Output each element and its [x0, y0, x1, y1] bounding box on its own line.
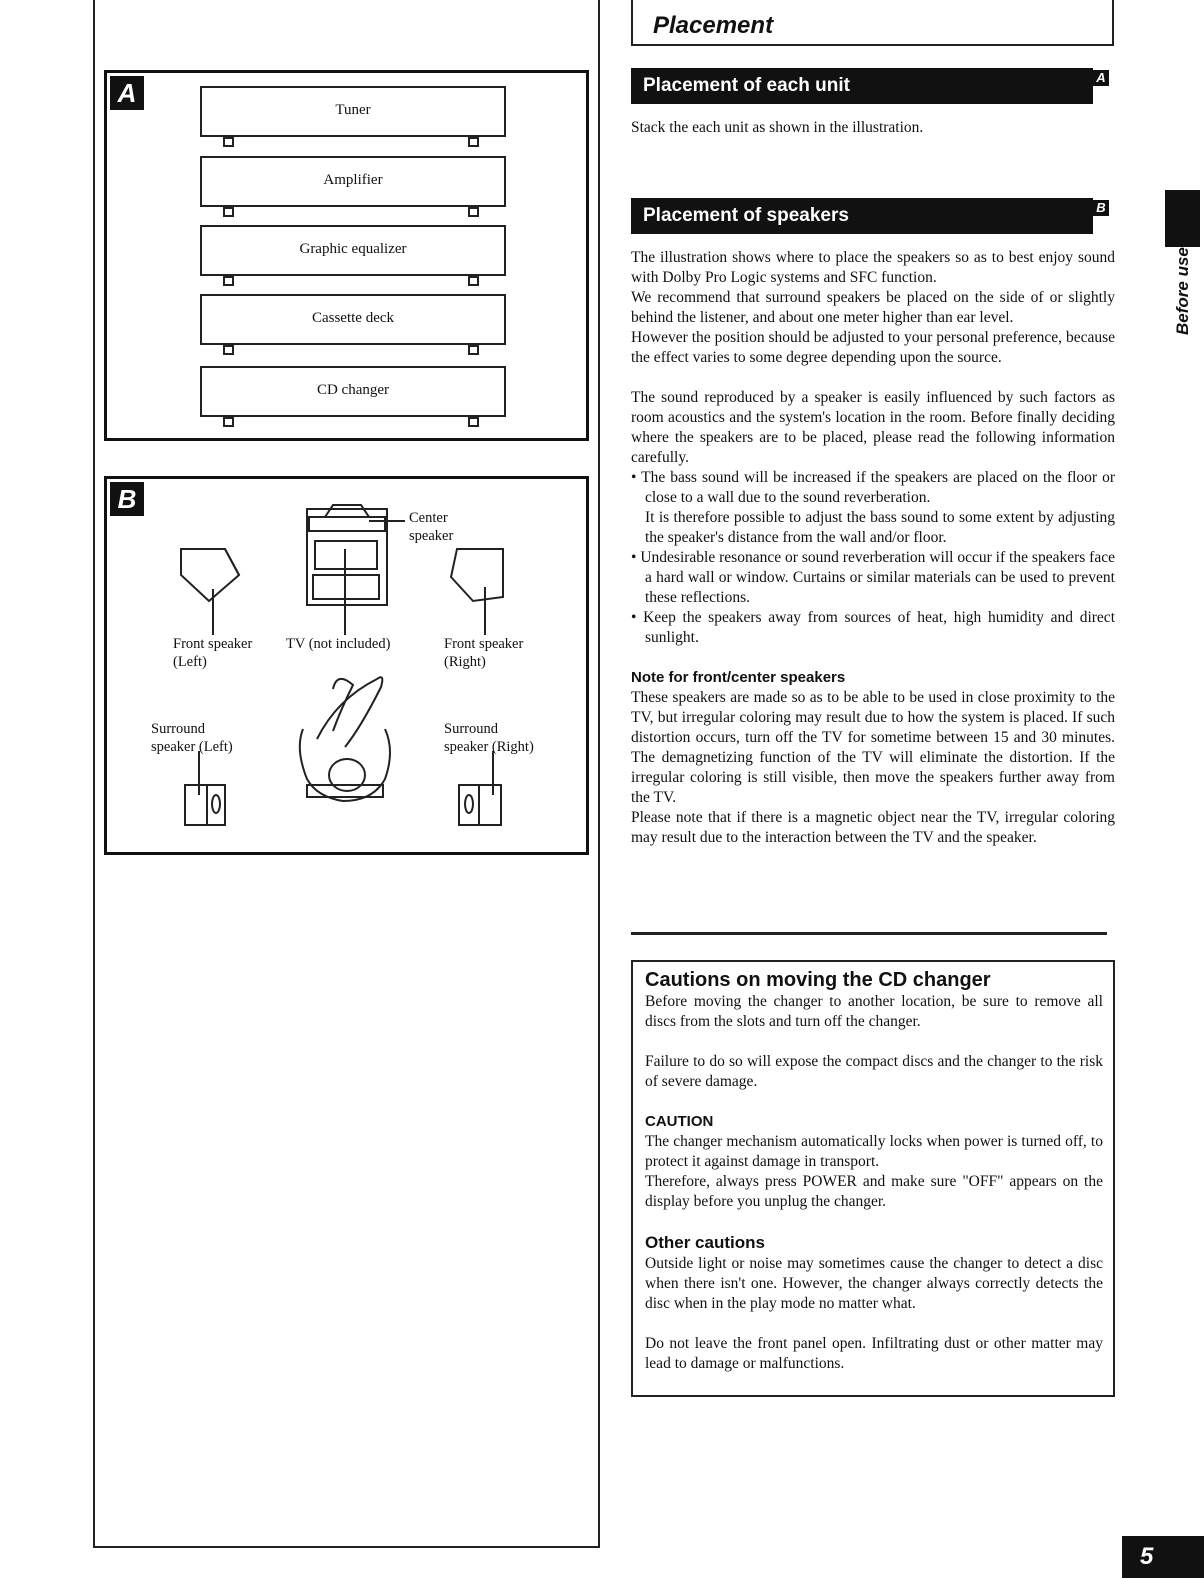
- label-line: (Left): [173, 654, 207, 670]
- paragraph: Therefore, always press POWER and make sure "OFF" appears on the display before you unplug the changer.: [645, 1173, 1103, 1210]
- cautions-title: Cautions on moving the CD changer: [645, 969, 991, 991]
- paragraph: We recommend that surround speakers be placed on the side of or slightly behind the listener, and about one meter higher than ear level.: [631, 289, 1115, 326]
- note-heading: Note for front/center speakers: [631, 669, 846, 686]
- page-title: Placement: [653, 12, 774, 39]
- label-line: TV (not included): [286, 636, 391, 652]
- tv-label: [286, 635, 390, 653]
- panel-a-tag: A: [110, 76, 144, 110]
- unit-foot: [223, 417, 234, 427]
- bullet-item: • Undesirable resonance or sound reverberation will occur if the speakers face a hard wall or window. Curtains or similar materials can be used to prevent these reflections.: [631, 549, 1115, 606]
- bullet-continuation: It is therefore possible to adjust the bass sound to some extent by adjusting the speaker's distance from the wall and/or floor.: [645, 509, 1115, 546]
- paragraph: The changer mechanism automatically locks when power is turned off, to protect it against damage in transport.: [645, 1133, 1103, 1170]
- front-left-label: [173, 635, 252, 671]
- label-line: Center: [409, 510, 448, 526]
- label-line: Front speaker: [173, 636, 253, 652]
- label-line: Surround: [444, 721, 498, 737]
- front-right-label: [444, 635, 523, 671]
- surround-right-speaker-icon: [459, 751, 501, 825]
- left-column-border-right: [598, 0, 600, 1548]
- section-heading-units: Placement of each unit: [631, 68, 1093, 104]
- paragraph: These speakers are made so as to be able to be used in close proximity to the TV, but irregular coloring may result due to how the system is placed. If such distortion occurs, turn off the TV for sometime between 15 and 30 minutes. The demagnetizing function of the TV will eliminate the distortion. If the irregular coloring is still visible, then move the speakers further away from the TV.: [631, 689, 1115, 806]
- label-line: (Right): [444, 654, 486, 670]
- section-units-tag: A: [1093, 70, 1109, 86]
- section-speakers-body: [631, 248, 1115, 848]
- label-line: speaker (Left): [151, 739, 233, 755]
- tv-icon: [307, 509, 405, 605]
- paragraph: The sound reproduced by a speaker is easily influenced by such factors as room acoustics and the system's location in the room. Before finally deciding where the speakers are to be placed, please read the following information carefully.: [631, 389, 1115, 466]
- unit-amplifier: [200, 156, 506, 207]
- paragraph: Please note that if there is a magnetic object near the TV, irregular coloring may result due to the interaction between the TV and the speaker.: [631, 809, 1115, 846]
- front-right-speaker-icon: [451, 549, 503, 635]
- page-number: 5: [1122, 1536, 1204, 1578]
- unit-tuner: [200, 86, 506, 137]
- paragraph: Before moving the changer to another location, be sure to remove all discs from the slots and turn off the changer.: [645, 993, 1103, 1030]
- paragraph: Failure to do so will expose the compact discs and the changer to the risk of severe damage.: [645, 1053, 1103, 1090]
- bullet-item: • The bass sound will be increased if the speakers are placed on the floor or close to a wall due to the sound reverberation.: [631, 469, 1115, 506]
- side-tab-label: Before use: [1173, 247, 1192, 335]
- unit-foot: [468, 345, 479, 355]
- paragraph: Outside light or noise may sometimes cause the changer to detect a disc when there isn't one. However, the changer always correctly detects the disc when in the play mode no matter what.: [645, 1255, 1103, 1312]
- unit-cassette-deck: [200, 294, 506, 345]
- paragraph: However the position should be adjusted to your personal preference, because the effect varies to some degree depending upon the source.: [631, 329, 1115, 366]
- unit-cd-changer: [200, 366, 506, 417]
- left-column-border-bottom: [93, 1546, 600, 1548]
- side-tab-marker: [1165, 190, 1200, 247]
- unit-foot: [468, 137, 479, 147]
- unit-graphic-equalizer: [200, 225, 506, 276]
- paragraph: Do not leave the front panel open. Infiltrating dust or other matter may lead to damage or malfunctions.: [645, 1335, 1103, 1372]
- surround-right-label: [444, 720, 534, 756]
- panel-b-speaker-diagram: [104, 476, 589, 855]
- unit-foot: [468, 207, 479, 217]
- paragraph: The illustration shows where to place the speakers so as to best enjoy sound with Dolby Pro Logic systems and SFC function.: [631, 249, 1115, 286]
- left-column-border-left: [93, 0, 95, 1548]
- unit-foot: [468, 276, 479, 286]
- section-units-text: Stack the each unit as shown in the illustration.: [631, 119, 924, 136]
- unit-foot: [223, 345, 234, 355]
- surround-left-speaker-icon: [185, 751, 225, 825]
- cautions-box: [631, 960, 1115, 1397]
- surround-left-label: [151, 720, 233, 756]
- label-line: Surround: [151, 721, 205, 737]
- caution-heading: CAUTION: [645, 1113, 714, 1130]
- unit-label: CD changer: [316, 382, 390, 398]
- front-left-speaker-icon: [181, 549, 239, 635]
- unit-foot: [223, 137, 234, 147]
- unit-label: Tuner: [335, 102, 371, 118]
- unit-foot: [223, 207, 234, 217]
- section-speakers-tag: B: [1093, 200, 1109, 216]
- unit-label: Amplifier: [323, 172, 383, 188]
- panel-b-tag: B: [110, 482, 144, 516]
- unit-label: Graphic equalizer: [299, 241, 407, 257]
- section-heading-speakers: Placement of speakers: [631, 198, 1093, 234]
- unit-foot: [223, 276, 234, 286]
- section-divider: [631, 932, 1107, 935]
- other-cautions-heading: Other cautions: [645, 1233, 765, 1252]
- label-line: speaker: [409, 528, 454, 544]
- center-speaker-label: [409, 509, 453, 545]
- label-line: speaker (Right): [444, 739, 534, 755]
- listener-icon: [300, 677, 390, 801]
- page-title-box: [631, 0, 1114, 46]
- bullet-item: • Keep the speakers away from sources of heat, high humidity and direct sunlight.: [631, 609, 1115, 646]
- unit-foot: [468, 417, 479, 427]
- label-line: Front speaker: [444, 636, 524, 652]
- unit-label: Cassette deck: [311, 310, 395, 326]
